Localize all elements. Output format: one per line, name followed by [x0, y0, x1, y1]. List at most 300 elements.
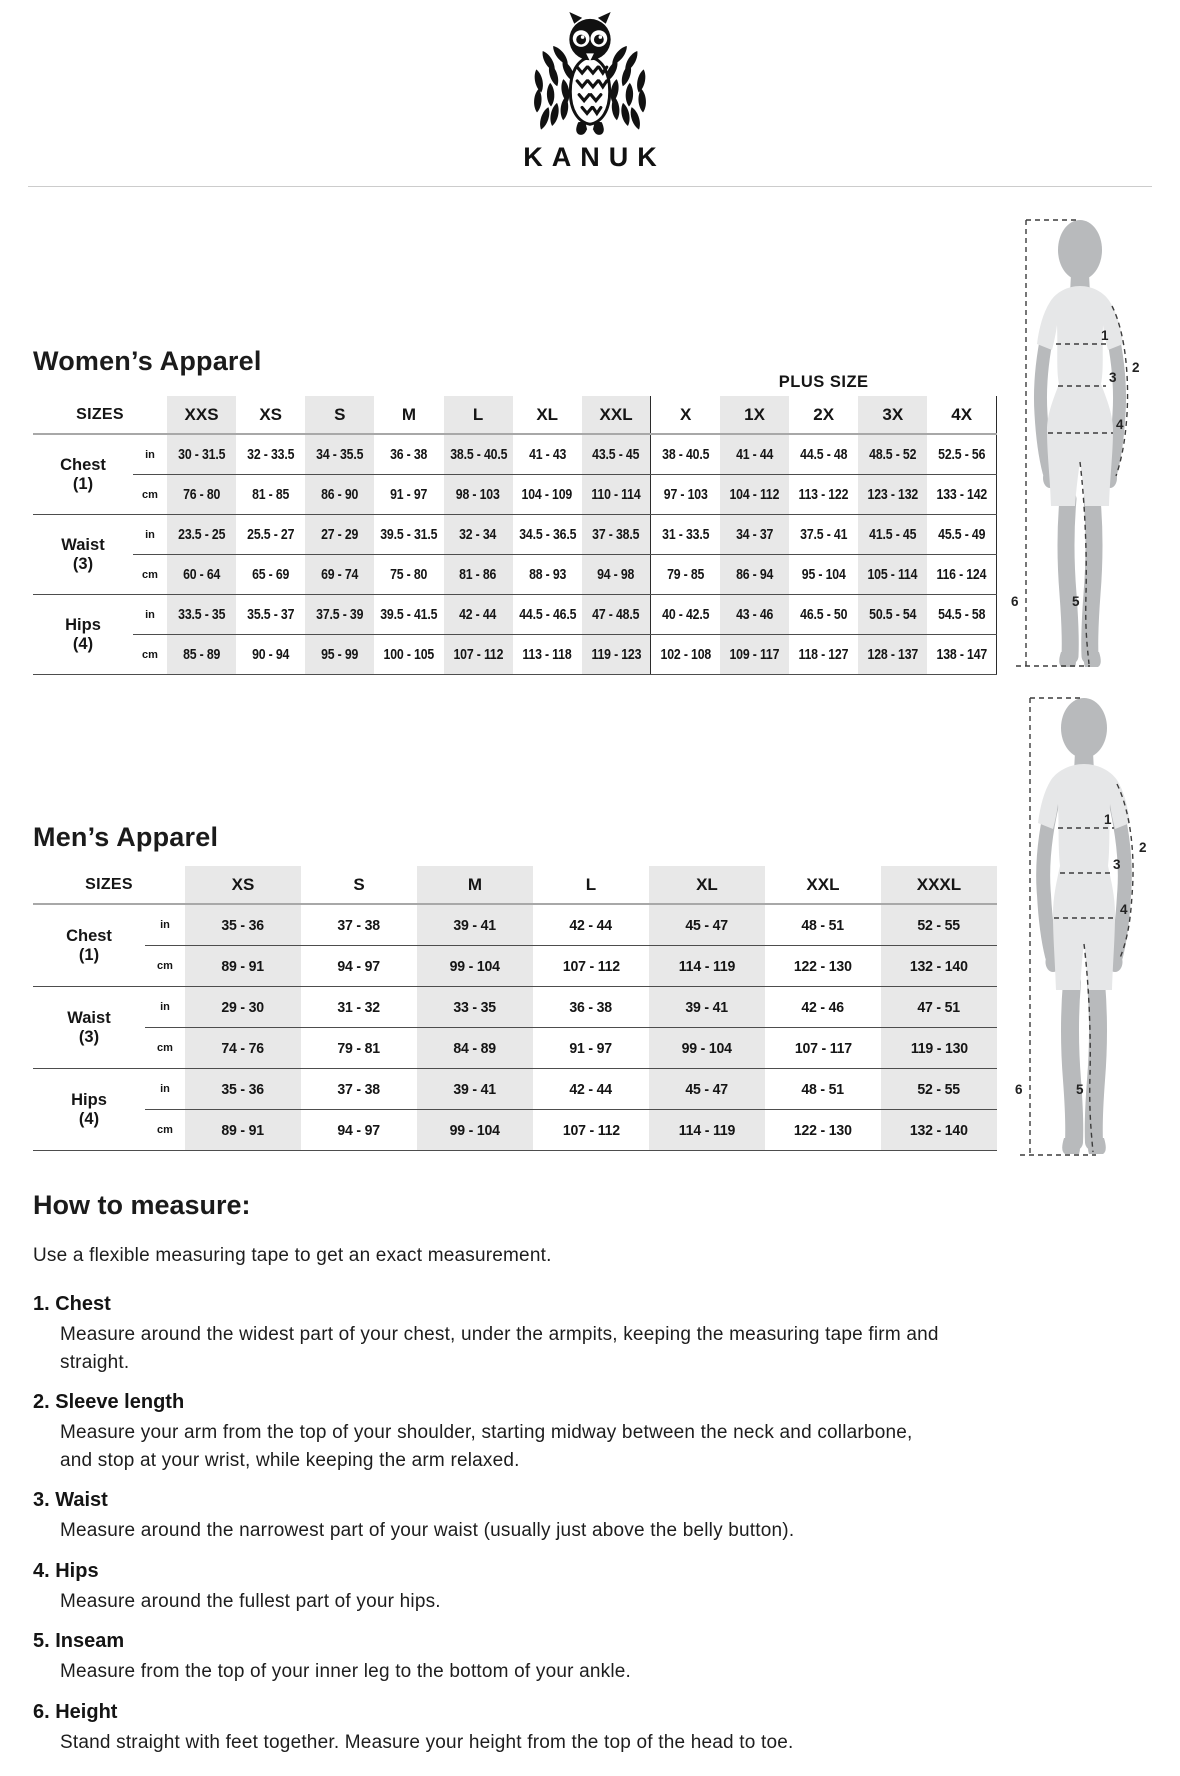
value: 45 - 47 [685, 1080, 729, 1098]
value: 81 - 86 [459, 566, 497, 583]
value: 32 - 33.5 [247, 446, 295, 463]
row-label-name: Waist [61, 536, 105, 555]
value: 47 - 51 [917, 998, 961, 1016]
value: 104 - 112 [729, 486, 780, 503]
sleeve-label: 2 [1139, 840, 1147, 855]
value: 42 - 44 [569, 1080, 613, 1098]
value-cell [305, 434, 374, 475]
value-cell [582, 595, 651, 635]
value: 118 - 127 [798, 646, 849, 663]
measure-row-label [33, 1069, 145, 1151]
value-cell [305, 635, 374, 675]
value-cell [533, 987, 649, 1028]
value-cell [582, 434, 651, 475]
value-cell [533, 1069, 649, 1110]
value-cell [444, 434, 513, 475]
value: 113 - 122 [798, 486, 849, 503]
value-cell [236, 515, 305, 555]
value: 123 - 132 [867, 486, 919, 503]
value: 39 - 41 [453, 1080, 497, 1098]
measure-step-3 [33, 1489, 983, 1545]
value-cell [765, 1028, 881, 1069]
value-cell [444, 595, 513, 635]
value: 43 - 46 [735, 606, 774, 623]
value: 37 - 38.5 [592, 526, 640, 543]
value-cell [444, 475, 513, 515]
value-cell [374, 475, 443, 515]
womens-silhouette [1037, 220, 1123, 667]
value-cell [649, 1028, 765, 1069]
value-cell [374, 555, 443, 595]
value-cell [513, 515, 582, 555]
row-label-number: (3) [72, 554, 94, 573]
value-cell [720, 515, 789, 555]
men-size-table [33, 866, 997, 1151]
value-cell [167, 635, 236, 675]
value-cell [858, 475, 927, 515]
value-cell [858, 555, 927, 595]
womens-section-title: Women’s Apparel [33, 346, 262, 376]
step-description: Measure around the fullest part of your hips. [60, 1590, 441, 1612]
value-cell [417, 946, 533, 987]
value: 36 - 38 [390, 446, 428, 463]
hips-label: 4 [1120, 902, 1128, 917]
measure-step-5 [33, 1630, 983, 1686]
value-cell [185, 1110, 301, 1151]
value: 91 - 97 [569, 1039, 613, 1057]
value: 44.5 - 46.5 [518, 606, 576, 623]
value: 37 - 38 [337, 916, 381, 934]
value: 40 - 42.5 [662, 606, 710, 623]
value-cell [765, 987, 881, 1028]
value-cell [651, 475, 720, 515]
size-col-XS: XS [236, 396, 305, 434]
value: 34 - 35.5 [316, 446, 364, 463]
value: 48.5 - 52 [869, 446, 917, 463]
value: 45 - 47 [685, 916, 729, 934]
step-heading: 3. Waist [33, 1489, 108, 1512]
row-label-number: (4) [72, 634, 94, 653]
sizes-header: SIZES [33, 866, 185, 904]
womens-figure-diagram [998, 214, 1158, 679]
size-col-L: L [533, 866, 649, 904]
value-cell [720, 635, 789, 675]
row-label-number: (1) [78, 945, 100, 964]
value-cell [301, 946, 417, 987]
how-to-measure-section [33, 1190, 983, 1771]
value: 81 - 85 [252, 486, 290, 503]
value: 60 - 64 [182, 566, 221, 583]
value-cell [513, 434, 582, 475]
value-cell [720, 434, 789, 475]
size-col-M: M [374, 396, 443, 434]
value: 37.5 - 39 [316, 606, 364, 623]
value: 32 - 34 [459, 526, 497, 543]
step-heading: 6. Height [33, 1700, 118, 1723]
value: 79 - 85 [667, 566, 705, 583]
value-cell [236, 635, 305, 675]
how-to-measure-title: How to measure: [33, 1190, 251, 1220]
value-cell [417, 904, 533, 946]
value: 47 - 48.5 [592, 606, 640, 623]
size-col-L: L [444, 396, 513, 434]
value-cell [301, 1069, 417, 1110]
value-cell [301, 987, 417, 1028]
value-cell [789, 635, 858, 675]
value: 54.5 - 58 [938, 606, 986, 623]
how-to-measure-intro: Use a flexible measuring tape to get an exact measurement. [33, 1245, 552, 1266]
row-label-name: Chest [60, 456, 106, 475]
value-cell [927, 515, 996, 555]
value: 52.5 - 56 [938, 446, 986, 463]
value: 33.5 - 35 [178, 606, 226, 623]
mens-figure-diagram [1000, 690, 1165, 1175]
value-cell [417, 1069, 533, 1110]
value-cell [185, 987, 301, 1028]
measure-step-6 [33, 1701, 983, 1757]
value-cell [305, 475, 374, 515]
sleeve-label: 2 [1132, 360, 1140, 375]
value: 113 - 118 [522, 646, 572, 663]
unit-cm: cm [133, 635, 167, 675]
plus-size-header: PLUS SIZE [778, 372, 869, 391]
value: 31 - 32 [337, 998, 381, 1016]
sizes-header: SIZES [33, 396, 167, 434]
value-cell [789, 434, 858, 475]
measure-row-label [33, 434, 133, 515]
value: 95 - 104 [801, 566, 846, 583]
step-heading: 2. Sleeve length [33, 1391, 185, 1414]
value-cell [649, 1069, 765, 1110]
value-cell [533, 904, 649, 946]
value-cell [301, 1110, 417, 1151]
unit-cm: cm [133, 555, 167, 595]
row-label-name: Chest [66, 927, 112, 946]
mens-section-title: Men’s Apparel [33, 822, 219, 852]
unit-in: in [145, 904, 185, 946]
value: 94 - 97 [337, 1121, 381, 1139]
value: 107 - 112 [562, 957, 620, 975]
waist-label: 3 [1109, 370, 1117, 385]
value-cell [167, 595, 236, 635]
hips-label: 4 [1116, 417, 1124, 432]
value: 65 - 69 [252, 566, 290, 583]
size-col-XXXL: XXXL [881, 866, 997, 904]
row-label-name: Hips [71, 1091, 107, 1110]
owl-belly [570, 57, 609, 124]
unit-in: in [145, 1069, 185, 1110]
value-cell [651, 595, 720, 635]
value: 122 - 130 [793, 957, 852, 975]
value: 42 - 44 [569, 916, 613, 934]
header-divider [28, 186, 1152, 187]
value: 41 - 44 [735, 446, 774, 463]
unit-cm: cm [145, 946, 185, 987]
value: 138 - 147 [936, 646, 987, 663]
height-label: 6 [1015, 1082, 1023, 1097]
value-cell [649, 1110, 765, 1151]
measure-step-4 [33, 1560, 983, 1616]
value-cell [444, 515, 513, 555]
size-col-X: X [651, 396, 720, 434]
value: 23.5 - 25 [178, 526, 226, 543]
value: 42 - 46 [801, 998, 845, 1016]
measure-steps [33, 1293, 983, 1756]
value-cell [858, 434, 927, 475]
value-cell [305, 555, 374, 595]
value: 99 - 104 [449, 1121, 501, 1139]
value-cell [720, 475, 789, 515]
value-cell [374, 434, 443, 475]
measure-row-label [33, 595, 133, 675]
value-cell [444, 555, 513, 595]
value: 37 - 38 [337, 1080, 381, 1098]
value: 25.5 - 27 [247, 526, 295, 543]
value: 84 - 89 [453, 1039, 497, 1057]
row-label-number: (4) [78, 1109, 100, 1128]
value: 34.5 - 36.5 [518, 526, 576, 543]
value: 39.5 - 31.5 [380, 526, 438, 543]
value: 105 - 114 [867, 566, 918, 583]
owl-head [569, 12, 610, 61]
value: 85 - 89 [182, 646, 221, 663]
value: 39 - 41 [685, 998, 729, 1016]
value-cell [649, 946, 765, 987]
value-cell [533, 946, 649, 987]
value: 69 - 74 [321, 566, 359, 583]
value: 45.5 - 49 [938, 526, 986, 543]
size-col-XXL: XXL [765, 866, 881, 904]
value: 74 - 76 [221, 1039, 265, 1057]
value: 52 - 55 [917, 916, 961, 934]
value-cell [649, 987, 765, 1028]
value: 30 - 31.5 [178, 446, 226, 463]
value-cell [513, 595, 582, 635]
value: 114 - 119 [678, 957, 736, 975]
mens-silhouette [1038, 698, 1130, 1154]
value-cell [582, 635, 651, 675]
row-label-number: (1) [72, 474, 94, 493]
size-col-XL: XL [649, 866, 765, 904]
size-col-S: S [305, 396, 374, 434]
waist-label: 3 [1113, 857, 1121, 872]
value: 39.5 - 41.5 [380, 606, 438, 623]
value: 35.5 - 37 [247, 606, 295, 623]
value: 34 - 37 [735, 526, 774, 543]
step-heading: 5. Inseam [33, 1630, 125, 1653]
value-cell [236, 475, 305, 515]
value: 86 - 90 [321, 486, 359, 503]
value-cell [236, 434, 305, 475]
value-cell [582, 475, 651, 515]
unit-in: in [133, 434, 167, 475]
value: 97 - 103 [663, 486, 708, 503]
value-cell [305, 595, 374, 635]
value: 107 - 112 [453, 646, 503, 663]
value: 46.5 - 50 [800, 606, 848, 623]
chest-label: 1 [1101, 328, 1109, 343]
value-cell [167, 555, 236, 595]
value-cell [301, 904, 417, 946]
height-label: 6 [1011, 594, 1019, 609]
value: 90 - 94 [252, 646, 290, 663]
size-col-S: S [301, 866, 417, 904]
value: 91 - 97 [390, 486, 428, 503]
value: 119 - 123 [591, 646, 641, 663]
value-cell [927, 595, 996, 635]
value-cell [927, 434, 996, 475]
size-col-3X: 3X [858, 396, 927, 434]
value-cell [167, 515, 236, 555]
size-col-2X: 2X [789, 396, 858, 434]
value-cell [167, 434, 236, 475]
measure-row-label [33, 515, 133, 595]
value: 31 - 33.5 [662, 526, 710, 543]
value: 107 - 112 [562, 1121, 620, 1139]
value-cell [881, 946, 997, 987]
value: 99 - 104 [681, 1039, 733, 1057]
value: 48 - 51 [801, 916, 845, 934]
brand-wordmark: KANUK [523, 142, 666, 172]
owl-logo-icon [524, 10, 656, 140]
unit-cm: cm [145, 1028, 185, 1069]
step-description: Stand straight with feet together. Measure your height from the top of the head to toe. [60, 1731, 794, 1753]
measure-step-1 [33, 1293, 983, 1376]
value: 98 - 103 [456, 486, 500, 503]
inseam-label: 5 [1076, 1082, 1084, 1097]
value: 52 - 55 [917, 1080, 961, 1098]
value-cell [651, 515, 720, 555]
value-cell [582, 515, 651, 555]
value-cell [858, 635, 927, 675]
value: 109 - 117 [729, 646, 780, 663]
value-cell [881, 1028, 997, 1069]
value-cell [881, 1069, 997, 1110]
value: 41.5 - 45 [869, 526, 917, 543]
value-cell [513, 555, 582, 595]
step-description: Measure around the narrowest part of your waist (usually just above the belly button). [60, 1520, 795, 1542]
chest-label: 1 [1104, 812, 1112, 827]
value: 38 - 40.5 [662, 446, 710, 463]
row-label-number: (3) [78, 1027, 100, 1046]
value-cell [765, 904, 881, 946]
value-cell [167, 475, 236, 515]
value: 94 - 98 [597, 566, 635, 583]
value: 39 - 41 [453, 916, 497, 934]
step-heading: 4. Hips [33, 1559, 99, 1582]
size-col-XXS: XXS [167, 396, 236, 434]
unit-in: in [133, 515, 167, 555]
value-cell [858, 595, 927, 635]
value: 75 - 80 [390, 566, 428, 583]
value-cell [649, 904, 765, 946]
value: 76 - 80 [182, 486, 221, 503]
value: 79 - 81 [337, 1039, 381, 1057]
value-cell [374, 595, 443, 635]
value: 119 - 130 [910, 1039, 968, 1057]
value: 27 - 29 [321, 526, 359, 543]
value: 116 - 124 [936, 566, 987, 583]
value-cell [927, 635, 996, 675]
step-heading: 1. Chest [33, 1293, 111, 1315]
value-cell [185, 946, 301, 987]
value: 89 - 91 [221, 1121, 265, 1139]
size-col-XXL: XXL [582, 396, 651, 434]
size-col-M: M [417, 866, 533, 904]
step-description: Measure from the top of your inner leg to the bottom of your ankle. [60, 1661, 632, 1683]
row-label-name: Hips [65, 616, 101, 635]
value: 50.5 - 54 [869, 606, 917, 623]
value: 38.5 - 40.5 [449, 446, 507, 463]
unit-in: in [145, 987, 185, 1028]
size-col-XL: XL [513, 396, 582, 434]
size-col-XS: XS [185, 866, 301, 904]
value: 94 - 97 [337, 957, 381, 975]
inseam-label: 5 [1072, 594, 1080, 609]
value-cell [185, 1069, 301, 1110]
value-cell [651, 434, 720, 475]
women-size-table [33, 368, 997, 675]
value: 133 - 142 [936, 486, 987, 503]
value-cell [236, 555, 305, 595]
value-cell [651, 555, 720, 595]
row-label-name: Waist [67, 1009, 111, 1028]
value-cell [417, 987, 533, 1028]
value-cell [789, 595, 858, 635]
value-cell [858, 515, 927, 555]
value-cell [374, 635, 443, 675]
value: 86 - 94 [735, 566, 774, 583]
value-cell [789, 555, 858, 595]
value: 95 - 99 [321, 646, 359, 663]
value: 122 - 130 [793, 1121, 852, 1139]
value: 37.5 - 41 [800, 526, 848, 543]
brand-logo [0, 10, 1180, 173]
measure-row-label [33, 904, 145, 987]
value: 36 - 38 [569, 998, 613, 1016]
value: 102 - 108 [660, 646, 711, 663]
value-cell [927, 475, 996, 515]
value: 99 - 104 [449, 957, 501, 975]
value-cell [417, 1110, 533, 1151]
value-cell [765, 946, 881, 987]
value: 88 - 93 [528, 566, 566, 583]
value: 114 - 119 [678, 1121, 736, 1139]
mens-table-host [33, 866, 997, 1151]
value-cell [185, 1028, 301, 1069]
unit-cm: cm [133, 475, 167, 515]
value: 41 - 43 [528, 446, 566, 463]
value-cell [789, 515, 858, 555]
step-description: Measure your arm from the top of your shoulder, starting midway between the neck and collarbone, and stop at your wrist, while keeping the arm relaxed. [60, 1422, 913, 1471]
value-cell [651, 635, 720, 675]
value: 100 - 105 [383, 646, 435, 663]
value-cell [881, 904, 997, 946]
value-cell [513, 475, 582, 515]
measure-step-2 [33, 1391, 983, 1474]
value: 29 - 30 [221, 998, 265, 1016]
value: 107 - 117 [794, 1039, 852, 1057]
womens-table-host [33, 368, 997, 675]
value-cell [582, 555, 651, 595]
value-cell [720, 595, 789, 635]
value-cell [305, 515, 374, 555]
measure-row-label [33, 987, 145, 1069]
value: 132 - 140 [910, 1121, 968, 1139]
plus-row-spacer [33, 368, 651, 396]
value-cell [444, 635, 513, 675]
value-cell [185, 904, 301, 946]
